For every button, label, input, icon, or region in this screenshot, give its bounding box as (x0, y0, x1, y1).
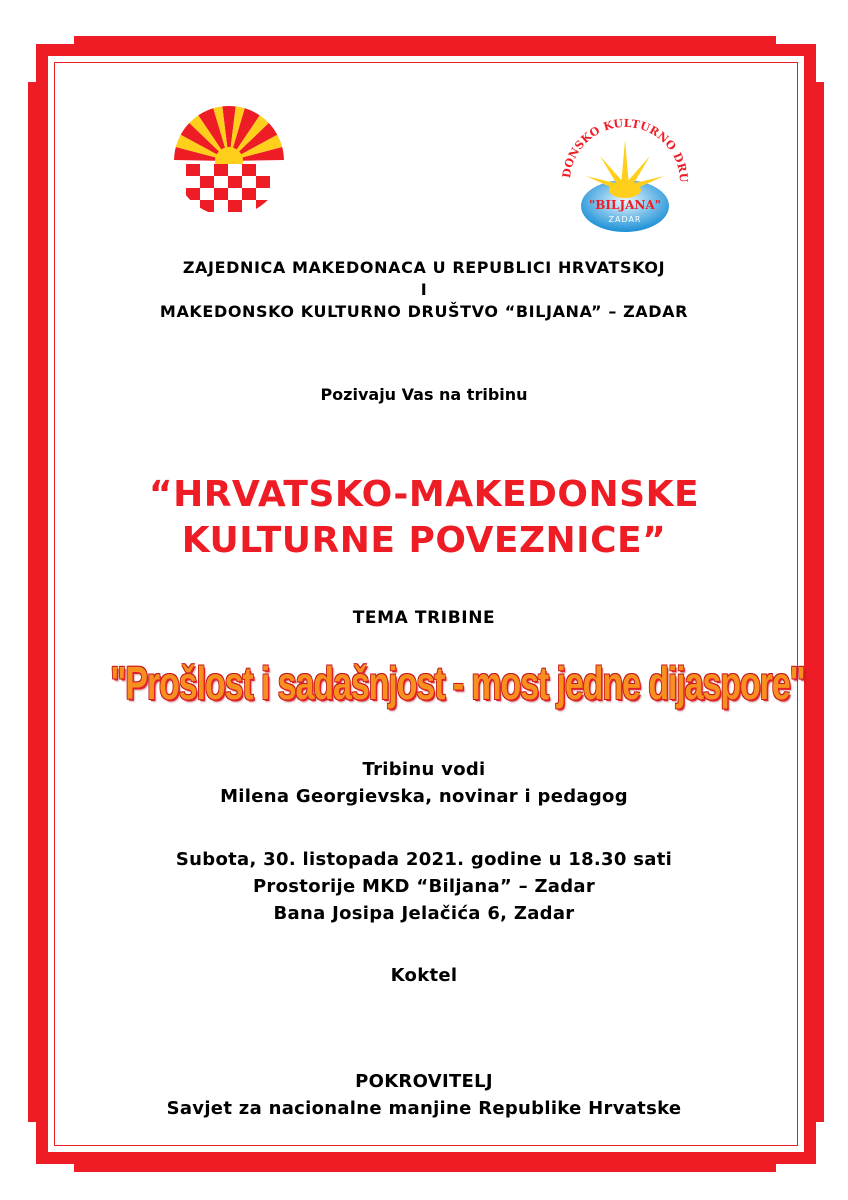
theme-label: TEMA TRIBINE (352, 608, 496, 628)
invitation-text: Pozivaju Vas na tribinu (320, 385, 528, 404)
reception-text: Koktel (390, 965, 458, 986)
host-label: Tribinu vodi (362, 759, 486, 780)
theme-quote: "Prošlost i sadašnjost - most jedne dijaspore" (110, 657, 805, 709)
event-title-line-1: “HRVATSKO-MAKEDONSKE (148, 474, 700, 515)
event-address: Bana Josipa Jelačića 6, Zadar (273, 903, 575, 924)
organizer-line-1: ZAJEDNICA MAKEDONACA U REPUBLICI HRVATSKOJ (182, 258, 666, 277)
event-details (0, 846, 848, 927)
organizers (0, 256, 848, 324)
svg-text:ZADAR: ZADAR (608, 215, 642, 224)
svg-text:"BILJANA": "BILJANA" (589, 198, 661, 212)
left-logo (172, 104, 286, 218)
sun-over-sea-icon (556, 110, 694, 248)
sun-checkerboard-icon (172, 104, 286, 218)
sponsor-name: Savjet za nacionalne manjine Republike Hrvatske (166, 1098, 682, 1119)
event-datetime: Subota, 30. listopada 2021. godine u 18.30 sati (175, 849, 673, 870)
host-name: Milena Georgievska, novinar i pedagog (220, 786, 628, 807)
event-title-line-2: KULTURNE POVEZNICE” (181, 520, 667, 561)
organizer-conjunction: I (420, 280, 428, 299)
svg-text:MAKEDONSKO KULTURNO DRUŠTVO: DONSKO KULTURNO DRU (560, 116, 691, 184)
event-venue: Prostorije MKD “Biljana” – Zadar (252, 876, 596, 897)
right-logo (556, 110, 694, 248)
sponsor-label: POKROVITELJ (355, 1071, 493, 1092)
theme-quote-wrapper (0, 656, 848, 726)
sponsor-block (0, 1068, 848, 1122)
host-block (0, 756, 848, 810)
event-title (0, 472, 848, 564)
organizer-line-2: MAKEDONSKO KULTURNO DRUŠTVO “BILJANA” – ZADAR (159, 302, 689, 321)
